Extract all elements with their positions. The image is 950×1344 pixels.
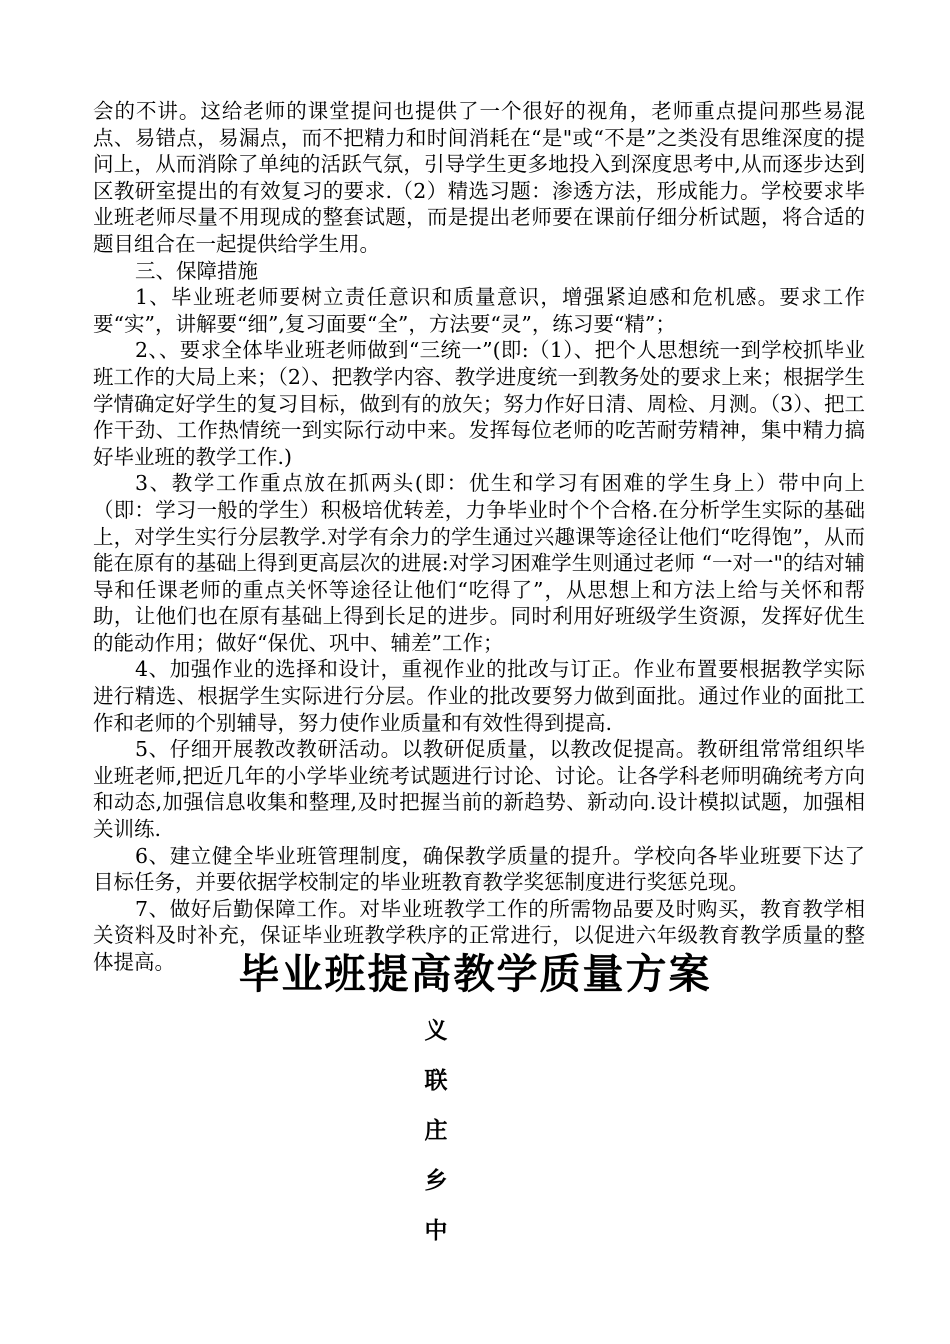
school-name-char: 联 xyxy=(424,1068,448,1094)
paragraph-intro-continuation: 会的不讲。这给老师的课堂提问也提供了一个很好的视角，老师重点提问那些易混点、易错点，易漏点，而不把精力和时间消耗在“是"或“不是”之类没有思维深度的提问上，从而消除了单纯的活跃气氛，引导学生更多地投入到深度思考中,从而逐步达到区教研室提出的有效复习的要求.（2）精选习题：渗透方法，形成能力。学校要求毕业班老师尽量不用现成的整套试题，而是提出老师要在课前仔细分析试题，将合适的题目组合在一起提供给学生用。 xyxy=(93,99,865,256)
paragraph-item-7: 7、做好后勤保障工作。对毕业班教学工作的所需物品要及时购买，教育教学相关资料及时补充，保证毕业班教学秩序的正常进行，以促进六年级教育教学质量的整体提高。 xyxy=(93,896,865,974)
school-name-char: 义 xyxy=(424,1018,448,1044)
paragraph-item-5: 5、仔细开展教改教研活动。以教研促质量，以教改促提高。教研组常常组织毕业班老师,把近几年的小学毕业统考试题进行讨论、讨论。让各学科老师明确统考方向和动态,加强信息收集和整理,及时把握当前的新趋势、新动向.设计模拟试题，加强相关训练. xyxy=(93,737,865,842)
paragraph-item-3: 3、教学工作重点放在抓两头(即：优生和学习有困难的学生身上）带中向上（即：学习一般的学生）积极培优转差，力争毕业时个个合格.在分析学生实际的基础上，对学生实行分层教学.对学有余力的学生通过兴趣课等途径让他们“吃得饱”，从而能在原有的基础上得到更高层次的进展:对学习困难学生则通过老师 “一对一"的结对辅导和任课老师的重点关怀等途径让他们“吃得了”，从思想上和方法上给与关怀和帮助，让他们也在原有基础上得到长足的进步。同时利用好班级学生资源，发挥好优生的能动作用；做好“保优、巩中、辅差”工作； xyxy=(93,471,865,655)
paragraph-item-4: 4、加强作业的选择和设计，重视作业的批改与订正。作业布置要根据教学实际进行精选、根据学生实际进行分层。作业的批改要努力做到面批。通过作业的面批工作和老师的个别辅导，努力使作业质量和有效性得到提高. xyxy=(93,657,865,735)
paragraph-item-1: 1、毕业班老师要树立责任意识和质量意识，增强紧迫感和危机感。要求工作要“实”，讲解要“细”,复习面要“全”，方法要“灵”，练习要“精”； xyxy=(93,285,865,336)
school-name-char: 中 xyxy=(424,1218,448,1244)
paragraph-item-6: 6、建立健全毕业班管理制度，确保教学质量的提升。学校向各毕业班要下达了目标任务，并要依据学校制定的毕业班教育教学奖惩制度进行奖惩兑现。 xyxy=(93,843,865,895)
school-name-char: 乡 xyxy=(424,1168,448,1194)
section-heading-safeguards: 三、保障措施 xyxy=(135,258,258,283)
school-name-vertical xyxy=(421,1006,451,1256)
document-title: 毕业班提高教学质量方案 xyxy=(238,950,712,998)
paragraph-item-2: 2、、要求全体毕业班老师做到“三统一”(即:（1）、把个人思想统一到学校抓毕业班工作的大局上来；（2）、把教学内容、教学进度统一到教务处的要求上来；根据学生学情确定好学生的复习目标，做到有的放矢；努力作好日清、周检、月测。（3）、把工作干劲、工作热情统一到实际行动中来。发挥每位老师的吃苦耐劳精神，集中精力搞好毕业班的教学工作.) xyxy=(93,338,865,469)
school-name-char: 庄 xyxy=(424,1118,448,1144)
document-body xyxy=(93,98,865,976)
